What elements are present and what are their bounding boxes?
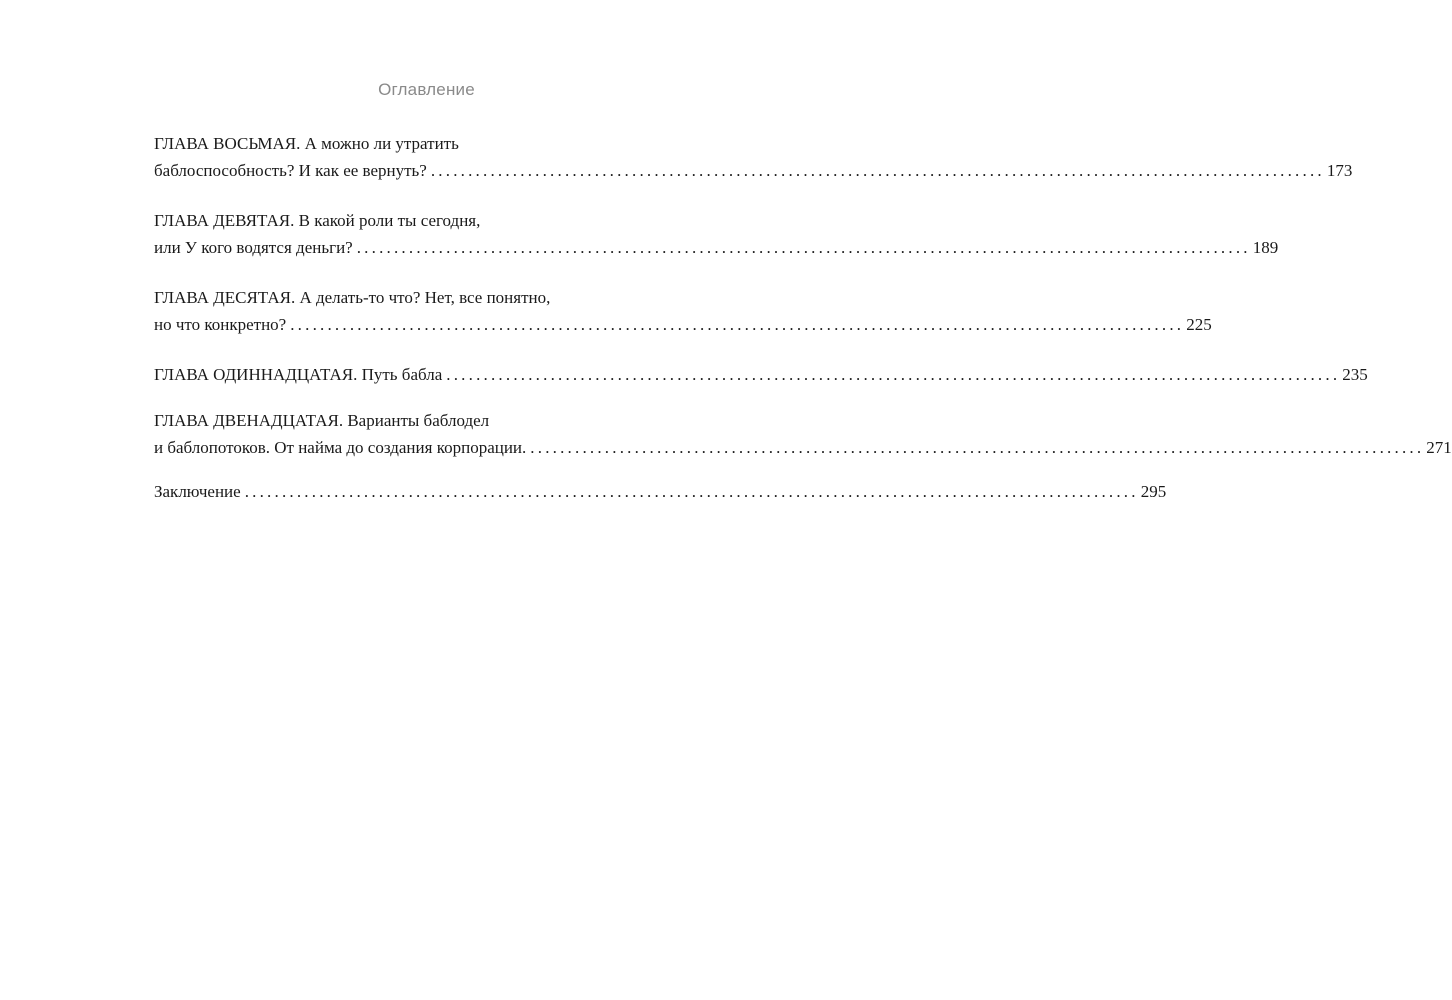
toc-entry-chapter-9[interactable] [154, 207, 1279, 261]
toc-entry-title-continuation: и баблопотоков. От найма до создания корпорации. [154, 438, 527, 457]
toc-entry-conclusion[interactable] [154, 478, 1167, 505]
toc-entry-title-line: ГЛАВА ДВЕНАДЦАТАЯ. Варианты баблодел [154, 411, 490, 430]
toc-page-number: 235 [1342, 365, 1368, 384]
toc-entry-title-continuation: или У кого водятся деньги? [154, 238, 353, 257]
toc-page-number: 225 [1186, 315, 1212, 334]
toc-entry-title: Заключение [154, 482, 241, 501]
toc-entry-chapter-8[interactable] [154, 130, 1353, 184]
toc-page-number: 271 [1426, 438, 1452, 457]
toc-entry-chapter-12[interactable] [154, 407, 1452, 461]
dot-leader: ........................................................................................................................ [530, 438, 1425, 457]
dot-leader: ........................................................................................................................ [430, 161, 1325, 180]
toc-entry-title-line: ГЛАВА ВОСЬМАЯ. А можно ли утратить [154, 134, 459, 153]
toc-page-number: 295 [1140, 482, 1167, 501]
dot-leader: ........................................................................................................................ [356, 238, 1251, 257]
toc-entry-title-line: ГЛАВА ДЕСЯТАЯ. А делать-то что? Нет, все понятно, [154, 288, 551, 307]
toc-entry-last-line [154, 157, 1353, 184]
toc-entry-last-line [154, 434, 1452, 461]
toc-page-number: 173 [1326, 161, 1353, 180]
toc-entry-last-line [154, 478, 1167, 505]
dot-leader: ........................................................................................................................ [290, 315, 1185, 334]
toc-list [154, 130, 1452, 528]
toc-entry-last-line [154, 311, 1212, 338]
toc-entry-title-continuation: баблоспособность? И как ее вернуть? [154, 161, 427, 180]
toc-entry-chapter-10[interactable] [154, 284, 1212, 338]
toc-entry-chapter-11[interactable] [154, 361, 1368, 388]
toc-heading: Оглавление [378, 80, 475, 99]
dot-leader: ........................................................................................................................ [244, 482, 1139, 501]
toc-entry-title-continuation: но что конкретно? [154, 315, 287, 334]
toc-entry-title: ГЛАВА ОДИННАДЦАТАЯ. Путь бабла [154, 365, 443, 384]
dot-leader: ........................................................................................................................ [446, 365, 1341, 384]
toc-page-number: 189 [1252, 238, 1279, 257]
toc-entry-title-line: ГЛАВА ДЕВЯТАЯ. В какой роли ты сегодня, [154, 211, 481, 230]
toc-entry-last-line [154, 361, 1368, 388]
toc-entry-last-line [154, 234, 1279, 261]
